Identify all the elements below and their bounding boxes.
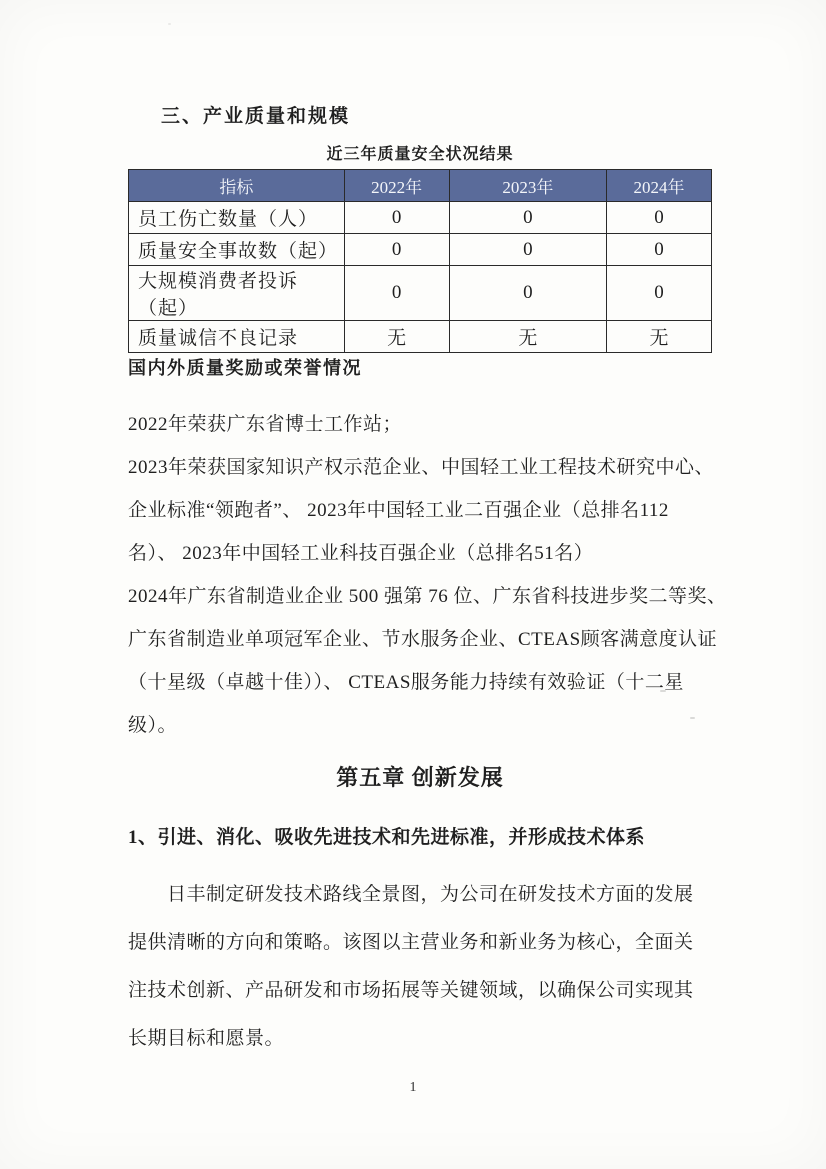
chapter-title: 第五章 创新发展 xyxy=(336,765,504,790)
row-value: 0 xyxy=(344,266,449,321)
row-value: 0 xyxy=(344,202,449,234)
row-value: 0 xyxy=(449,234,606,266)
table-header-row xyxy=(129,170,712,202)
page-number: 1 xyxy=(409,1080,417,1095)
awards-text-block xyxy=(128,403,727,747)
quality-safety-table xyxy=(128,169,712,353)
table-title: 近三年质量安全状况结果 xyxy=(326,146,514,163)
header-cell-2023: 2023年 xyxy=(449,170,606,202)
row-value: 无 xyxy=(344,321,449,353)
table-row xyxy=(129,321,712,353)
section-heading: 三、产业质量和规模 xyxy=(161,106,351,127)
awards-heading: 国内外质量奖励或荣誉情况 xyxy=(128,358,362,378)
row-value: 无 xyxy=(449,321,606,353)
row-value: 无 xyxy=(607,321,712,353)
row-value: 0 xyxy=(449,202,606,234)
row-label: 质量诚信不良记录 xyxy=(129,321,345,353)
table-row xyxy=(129,202,712,234)
row-value: 0 xyxy=(607,266,712,321)
awards-line: 2023年荣获国家知识产权示范企业、中国轻工业工程技术研究中心、 xyxy=(128,457,715,478)
row-value: 0 xyxy=(344,234,449,266)
row-value: 0 xyxy=(449,266,606,321)
body-line: 日丰制定研发技术路线全景图，为公司在研发技术方面的发展 xyxy=(167,884,694,905)
chapter-body-paragraph xyxy=(128,871,712,1063)
body-line: 长期目标和愿景。 xyxy=(128,1028,285,1049)
awards-line: （十星级（卓越十佳））、 CTEAS服务能力持续有效验证（十二星 xyxy=(128,672,684,693)
header-cell-indicator: 指标 xyxy=(129,170,345,202)
awards-line: 2022年荣获广东省博士工作站； xyxy=(128,414,403,435)
awards-line: 2024年广东省制造业企业 500 强第 76 位、广东省科技进步奖二等奖、 xyxy=(128,586,727,607)
row-value: 0 xyxy=(607,202,712,234)
row-label: 员工伤亡数量（人） xyxy=(129,202,345,234)
awards-line: 广东省制造业单项冠军企业、节水服务企业、CTEAS顾客满意度认证 xyxy=(128,629,718,650)
header-cell-2022: 2022年 xyxy=(344,170,449,202)
header-cell-2024: 2024年 xyxy=(607,170,712,202)
awards-line: 级）。 xyxy=(128,715,178,736)
row-label: 质量安全事故数（起） xyxy=(129,234,345,266)
page-content xyxy=(128,0,727,1063)
awards-line: 名）、 2023年中国轻工业科技百强企业（总排名51名） xyxy=(128,543,594,564)
awards-line: 企业标准“领跑者”、 2023年中国轻工业二百强企业（总排名112 xyxy=(128,500,669,521)
row-label: 大规模消费者投诉（起） xyxy=(129,266,345,321)
body-line: 提供清晰的方向和策略。该图以主营业务和新业务为核心，全面关 xyxy=(128,932,694,953)
row-value: 0 xyxy=(607,234,712,266)
body-line: 注技术创新、产品研发和市场拓展等关键领域，以确保公司实现其 xyxy=(128,980,694,1001)
table-row xyxy=(129,266,712,321)
chapter-subheading: 1、引进、消化、吸收先进技术和先进标准，并形成技术体系 xyxy=(128,827,646,848)
table-row xyxy=(129,234,712,266)
